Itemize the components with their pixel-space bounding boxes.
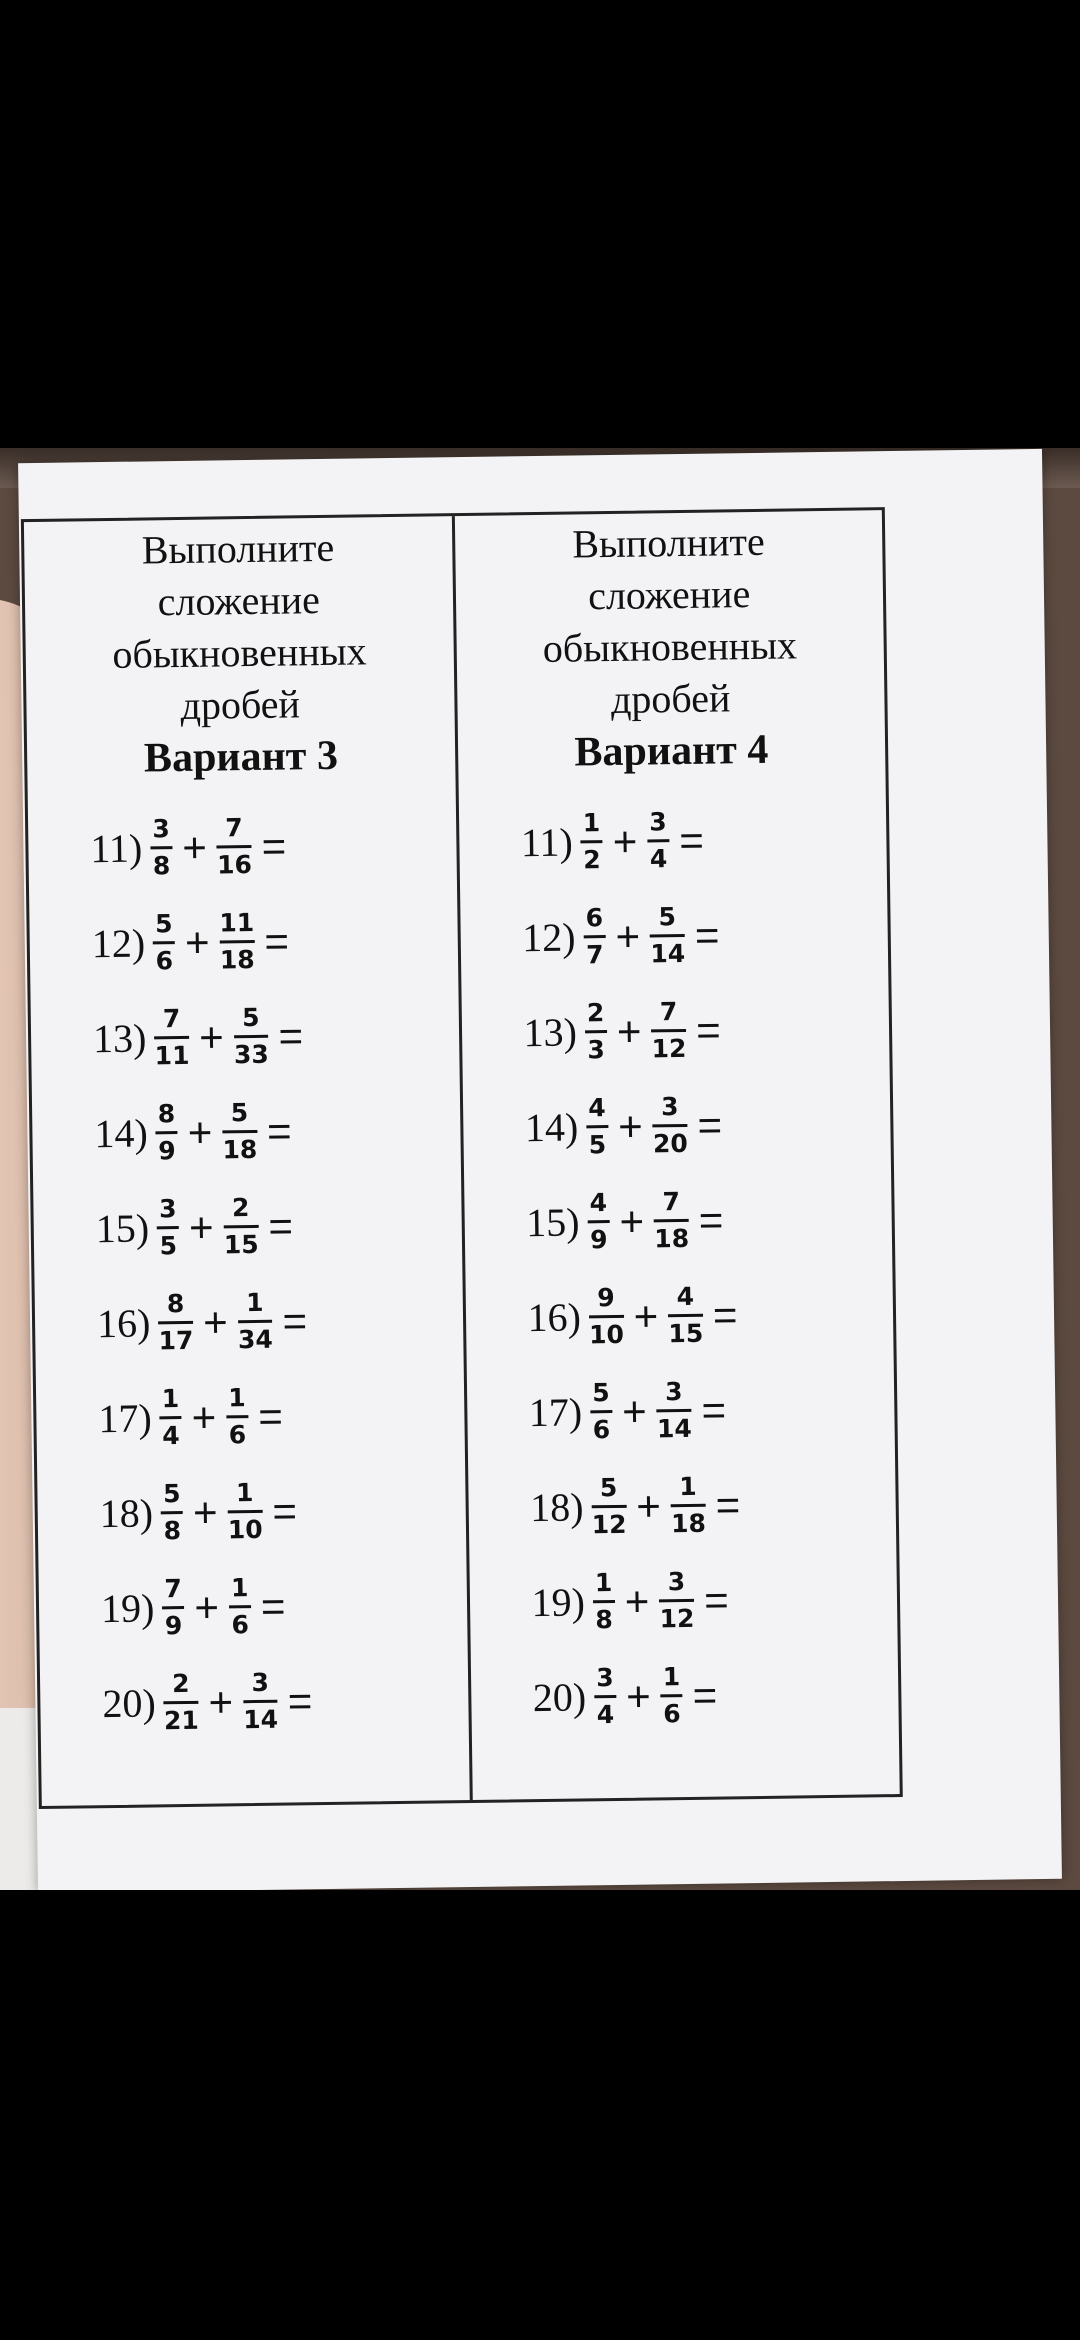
- plus-sign: +: [625, 1672, 652, 1720]
- denominator: 4: [596, 1700, 615, 1730]
- second-fraction: [233, 1004, 269, 1069]
- numerator: 1: [662, 1662, 681, 1692]
- fraction-bar: [585, 1030, 607, 1033]
- denominator: 4: [649, 844, 668, 874]
- task-row: [96, 1271, 463, 1371]
- fraction-bar: [586, 1125, 608, 1128]
- numerator: 1: [245, 1287, 264, 1318]
- photo-area: [0, 448, 1080, 1890]
- second-fraction: [650, 903, 686, 968]
- fraction-bar: [651, 1029, 686, 1032]
- header-line: дробей: [180, 681, 301, 728]
- numerator: 1: [235, 1478, 254, 1508]
- denominator: 6: [228, 1420, 247, 1450]
- numerator: 4: [676, 1281, 695, 1312]
- denominator: 18: [219, 944, 255, 975]
- numerator: 5: [230, 1098, 249, 1128]
- first-fraction: [153, 910, 176, 975]
- task-row: [95, 1176, 462, 1276]
- equals-sign: =: [272, 1486, 298, 1535]
- first-fraction: [157, 1195, 180, 1260]
- second-fraction: [226, 1384, 249, 1449]
- task-row: [530, 1455, 897, 1555]
- task-number: 13): [523, 1009, 578, 1056]
- first-fraction: [591, 1474, 627, 1539]
- plus-sign: +: [192, 1488, 218, 1536]
- first-fraction: [163, 1670, 199, 1735]
- plus-sign: +: [187, 1108, 213, 1156]
- fraction-bar: [150, 846, 172, 849]
- numerator: 3: [251, 1667, 270, 1698]
- denominator: 5: [159, 1231, 178, 1261]
- denominator: 5: [588, 1130, 607, 1160]
- equals-sign: =: [278, 1011, 304, 1060]
- fraction-bar: [154, 1036, 189, 1039]
- denominator: 15: [668, 1318, 704, 1349]
- numerator: 1: [679, 1471, 697, 1502]
- column-header: [24, 516, 454, 734]
- fraction-bar: [229, 1605, 251, 1608]
- task-number: 16): [527, 1294, 582, 1341]
- numerator: 7: [164, 1574, 183, 1604]
- plus-sign: +: [612, 817, 638, 865]
- denominator: 18: [654, 1223, 690, 1254]
- column-header: [454, 510, 884, 728]
- denominator: 8: [595, 1605, 614, 1635]
- denominator: 16: [216, 849, 253, 880]
- variant-title: Вариант 3: [143, 732, 339, 782]
- first-fraction: [580, 809, 603, 874]
- denominator: 14: [243, 1704, 279, 1735]
- numerator: 8: [166, 1288, 185, 1319]
- fraction-bar: [590, 1410, 612, 1413]
- fraction-bar: [657, 1409, 692, 1412]
- task-number: 19): [531, 1579, 586, 1626]
- fraction-bar: [581, 840, 603, 843]
- second-fraction: [652, 1093, 688, 1158]
- fraction-bar: [593, 1600, 615, 1603]
- denominator: 10: [588, 1319, 625, 1350]
- equals-sign: =: [715, 1480, 741, 1529]
- numerator: 6: [585, 903, 604, 933]
- denominator: 7: [585, 940, 604, 970]
- numerator: 2: [171, 1668, 190, 1699]
- header-line: сложение: [157, 577, 321, 625]
- numerator: 1: [161, 1384, 180, 1414]
- numerator: 3: [667, 1567, 686, 1597]
- denominator: 10: [227, 1514, 263, 1545]
- equals-sign: =: [698, 1195, 724, 1244]
- fraction-bar: [589, 1315, 624, 1318]
- second-fraction: [656, 1378, 692, 1443]
- numerator: 5: [162, 1479, 181, 1509]
- second-fraction: [222, 1099, 258, 1164]
- task-number: 12): [521, 914, 576, 961]
- plus-sign: +: [188, 1203, 214, 1251]
- plus-sign: +: [184, 918, 210, 966]
- plus-sign: +: [181, 823, 208, 871]
- numerator: 1: [582, 808, 601, 838]
- numerator: 4: [589, 1188, 608, 1218]
- fraction-bar: [162, 1606, 184, 1609]
- task-row: [520, 790, 887, 890]
- task-row: [531, 1550, 898, 1650]
- first-fraction: [588, 1284, 624, 1349]
- equals-sign: =: [257, 1392, 284, 1440]
- equals-sign: =: [678, 816, 705, 864]
- denominator: 33: [233, 1039, 269, 1070]
- denominator: 12: [651, 1033, 687, 1064]
- plus-sign: +: [619, 1197, 645, 1245]
- task-number: 19): [100, 1585, 155, 1632]
- plus-sign: +: [633, 1291, 659, 1340]
- task-number: 16): [96, 1300, 151, 1347]
- plus-sign: +: [621, 1387, 648, 1435]
- denominator: 17: [158, 1325, 194, 1356]
- task-list: [520, 790, 899, 1745]
- fraction-bar: [220, 940, 255, 943]
- fraction-bar: [226, 1415, 248, 1418]
- fraction-bar: [222, 1130, 257, 1133]
- plus-sign: +: [194, 1583, 220, 1631]
- denominator: 3: [587, 1035, 606, 1065]
- variant-column: [24, 516, 472, 1806]
- plus-sign: +: [624, 1577, 650, 1625]
- numerator: 8: [157, 1099, 176, 1129]
- numerator: 1: [228, 1383, 246, 1413]
- denominator: 21: [163, 1705, 199, 1736]
- equals-sign: =: [261, 822, 287, 870]
- numerator: 1: [230, 1573, 249, 1603]
- second-fraction: [223, 1194, 259, 1259]
- numerator: 7: [662, 1187, 681, 1217]
- header-line: обыкновенных: [112, 628, 367, 677]
- equals-sign: =: [266, 1106, 292, 1155]
- denominator: 9: [158, 1136, 176, 1166]
- task-number: 18): [529, 1484, 584, 1531]
- denominator: 6: [231, 1610, 250, 1640]
- fraction-bar: [653, 1124, 688, 1127]
- task-row: [94, 1081, 461, 1181]
- task-number: 15): [525, 1199, 580, 1246]
- numerator: 7: [162, 1004, 181, 1034]
- first-fraction: [583, 904, 606, 969]
- fraction-bar: [228, 1510, 263, 1513]
- denominator: 18: [670, 1508, 707, 1539]
- second-fraction: [670, 1473, 706, 1538]
- first-fraction: [150, 815, 173, 880]
- second-fraction: [237, 1289, 273, 1354]
- second-fraction: [660, 1663, 683, 1728]
- numerator: 3: [152, 814, 170, 844]
- task-number: 20): [532, 1674, 587, 1721]
- denominator: 2: [583, 845, 601, 875]
- header-line: обыкновенных: [542, 622, 798, 671]
- numerator: 4: [588, 1093, 606, 1123]
- first-fraction: [158, 1290, 194, 1355]
- task-number: 14): [94, 1110, 149, 1157]
- denominator: 4: [162, 1421, 180, 1451]
- fraction-bar: [161, 1511, 183, 1514]
- denominator: 12: [591, 1509, 627, 1540]
- task-row: [99, 1461, 466, 1561]
- header-line: Выполните: [141, 524, 335, 573]
- numerator: 3: [660, 1092, 679, 1122]
- task-number: 17): [528, 1389, 583, 1436]
- equals-sign: =: [287, 1676, 313, 1725]
- fraction-bar: [659, 1599, 694, 1602]
- second-fraction: [243, 1669, 279, 1734]
- task-row: [102, 1651, 469, 1751]
- first-fraction: [161, 1480, 184, 1545]
- fraction-bar: [594, 1695, 616, 1698]
- header-line: дробей: [610, 675, 731, 722]
- numerator: 11: [219, 907, 255, 938]
- task-number: 15): [95, 1205, 150, 1252]
- task-number: 12): [91, 920, 146, 967]
- numerator: 1: [594, 1568, 613, 1598]
- first-fraction: [587, 1189, 610, 1254]
- fraction-bar: [238, 1320, 273, 1323]
- task-row: [522, 885, 889, 985]
- numerator: 3: [158, 1194, 177, 1224]
- fraction-bar: [661, 1694, 683, 1697]
- task-number: 20): [102, 1680, 157, 1727]
- denominator: 12: [659, 1603, 695, 1634]
- task-row: [524, 1075, 891, 1175]
- numerator: 2: [586, 998, 605, 1028]
- numerator: 5: [658, 902, 677, 932]
- denominator: 34: [237, 1324, 273, 1355]
- header-line: сложение: [587, 571, 751, 619]
- worksheet-paper: [18, 449, 1062, 1890]
- denominator: 8: [163, 1516, 182, 1546]
- numerator: 9: [597, 1282, 615, 1313]
- second-fraction: [228, 1574, 251, 1639]
- second-fraction: [654, 1188, 690, 1253]
- numerator: 5: [154, 909, 173, 939]
- first-fraction: [594, 1664, 617, 1729]
- denominator: 9: [589, 1225, 608, 1255]
- first-fraction: [155, 1100, 178, 1165]
- fraction-bar: [158, 1321, 193, 1324]
- task-row: [100, 1556, 467, 1656]
- plus-sign: +: [615, 912, 641, 960]
- fraction-bar: [160, 1416, 182, 1419]
- denominator: 6: [663, 1699, 681, 1729]
- variant-title: Вариант 4: [574, 726, 769, 776]
- fraction-bar: [654, 1219, 689, 1222]
- task-row: [90, 796, 457, 896]
- first-fraction: [590, 1379, 613, 1444]
- first-fraction: [584, 999, 607, 1064]
- denominator: 14: [656, 1413, 692, 1444]
- denominator: 20: [652, 1128, 688, 1159]
- task-row: [98, 1366, 465, 1466]
- equals-sign: =: [282, 1296, 308, 1345]
- equals-sign: =: [260, 1582, 286, 1630]
- equals-sign: =: [268, 1201, 294, 1250]
- first-fraction: [159, 1385, 182, 1450]
- fraction-bar: [650, 934, 685, 937]
- first-fraction: [162, 1575, 185, 1640]
- equals-sign: =: [697, 1100, 723, 1149]
- fraction-bar: [164, 1701, 199, 1704]
- task-row: [92, 986, 459, 1086]
- fraction-bar: [153, 941, 175, 944]
- denominator: 6: [592, 1415, 611, 1445]
- second-fraction: [227, 1479, 263, 1544]
- numerator: 3: [649, 807, 667, 837]
- fraction-bar: [243, 1700, 278, 1703]
- fraction-bar: [156, 1131, 178, 1134]
- equals-sign: =: [712, 1290, 738, 1339]
- plus-sign: +: [616, 1007, 642, 1055]
- numerator: 5: [599, 1472, 618, 1503]
- task-number: 13): [92, 1015, 147, 1062]
- fraction-bar: [224, 1225, 259, 1228]
- task-row: [523, 980, 890, 1080]
- denominator: 14: [650, 938, 686, 969]
- first-fraction: [154, 1005, 190, 1070]
- fraction-bar: [588, 1220, 610, 1223]
- numerator: 7: [659, 997, 678, 1027]
- numerator: 3: [596, 1663, 614, 1693]
- plus-sign: +: [191, 1393, 217, 1441]
- fraction-bar: [647, 839, 669, 842]
- numerator: 7: [225, 813, 243, 843]
- denominator: 8: [152, 851, 171, 881]
- numerator: 5: [241, 1002, 260, 1033]
- fraction-bar: [592, 1505, 627, 1508]
- task-row: [528, 1360, 895, 1460]
- task-number: 18): [99, 1490, 154, 1537]
- fraction-bar: [668, 1314, 703, 1317]
- equals-sign: =: [695, 1005, 722, 1054]
- variant-column: [454, 510, 899, 1800]
- task-number: 11): [520, 819, 574, 866]
- task-number: 17): [98, 1395, 153, 1442]
- plus-sign: +: [617, 1102, 644, 1150]
- equals-sign: =: [701, 1385, 727, 1434]
- equals-sign: =: [264, 916, 290, 965]
- plus-sign: +: [198, 1012, 225, 1061]
- denominator: 6: [155, 946, 174, 976]
- task-row: [532, 1645, 899, 1745]
- fraction-bar: [217, 845, 252, 848]
- denominator: 11: [154, 1040, 190, 1071]
- numerator: 2: [231, 1193, 250, 1223]
- second-fraction: [216, 814, 252, 879]
- second-fraction: [659, 1568, 695, 1633]
- fraction-bar: [671, 1504, 706, 1507]
- numerator: 3: [664, 1377, 683, 1407]
- numerator: 5: [592, 1378, 610, 1408]
- plus-sign: +: [635, 1481, 662, 1530]
- header-line: Выполните: [571, 518, 766, 567]
- denominator: 9: [164, 1611, 183, 1641]
- second-fraction: [651, 998, 687, 1063]
- denominator: 18: [222, 1134, 258, 1165]
- second-fraction: [668, 1283, 704, 1348]
- first-fraction: [592, 1569, 615, 1634]
- second-fraction: [647, 808, 670, 873]
- task-row: [527, 1265, 894, 1365]
- worksheet-table: [21, 507, 903, 1809]
- equals-sign: =: [703, 1575, 730, 1624]
- denominator: 15: [223, 1229, 259, 1260]
- task-row: [91, 891, 458, 991]
- equals-sign: =: [692, 1671, 718, 1719]
- task-number: 14): [524, 1104, 579, 1151]
- second-fraction: [219, 909, 255, 974]
- task-row: [526, 1170, 893, 1270]
- fraction-bar: [584, 935, 606, 938]
- plus-sign: +: [202, 1297, 229, 1346]
- fraction-bar: [157, 1226, 179, 1229]
- plus-sign: +: [208, 1677, 234, 1726]
- task-list: [90, 796, 469, 1751]
- equals-sign: =: [694, 910, 720, 959]
- fraction-bar: [234, 1035, 269, 1038]
- first-fraction: [586, 1094, 609, 1159]
- task-number: 11): [90, 825, 143, 872]
